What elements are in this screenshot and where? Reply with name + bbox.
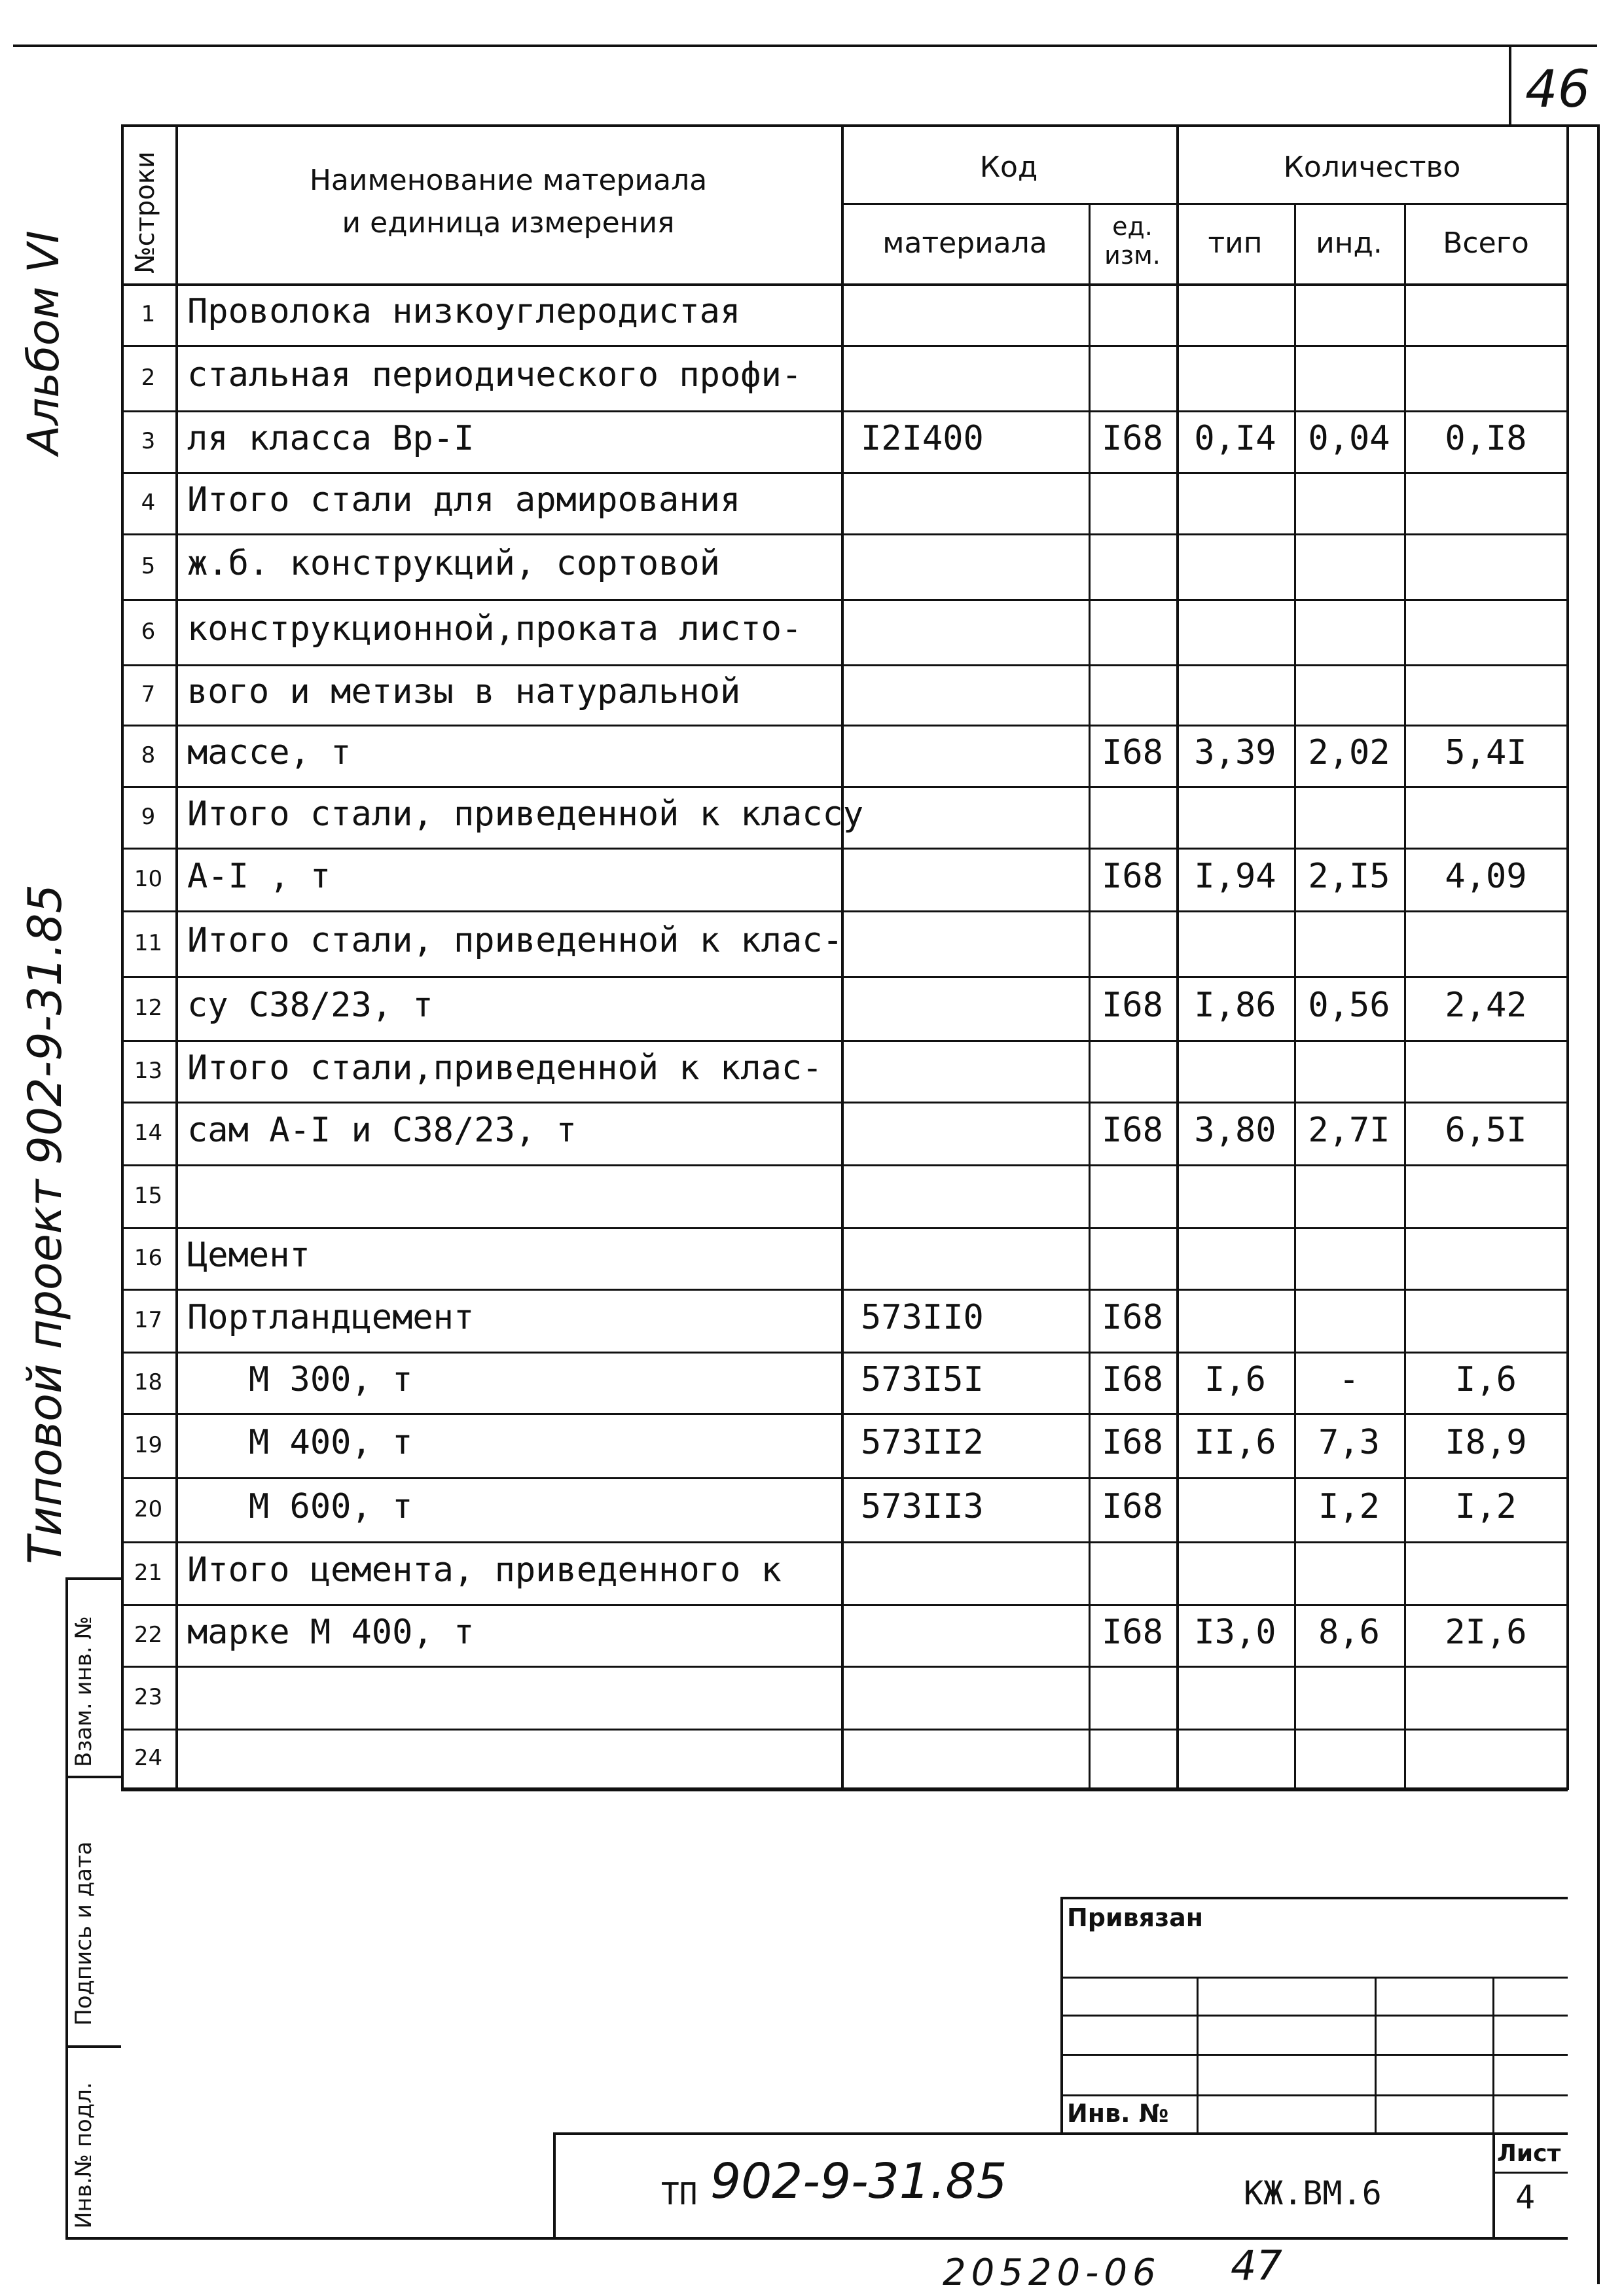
row-unit [1089,345,1176,405]
row-unit: I68 [1102,733,1163,772]
row-code [861,345,1089,405]
row-code [861,283,1089,340]
header-name-line2: и единица измерения [342,206,675,240]
row-unit: I68 [1102,857,1163,896]
row-name: Цемент [187,1236,310,1275]
row-ind [1294,1227,1404,1283]
row-total [1404,1227,1568,1283]
table-top-border [121,124,1568,127]
row-code [861,664,1089,719]
row-ind: 8,6 [1318,1613,1380,1652]
row-total [1404,1729,1568,1782]
row-number: 19 [134,1432,163,1458]
titleblock-top-line [553,2132,1568,2135]
doc-mark: КЖ.ВМ.6 [1244,2174,1382,2212]
strip-top-line [65,1577,121,1580]
row-total [1404,283,1568,340]
header-code-group: Код [979,150,1038,184]
row-number: 8 [141,742,156,768]
row-total [1404,664,1568,719]
row-total: I8,9 [1445,1423,1527,1462]
stamp-inv-label: Инв. № [1067,2099,1169,2128]
row-unit [1089,533,1176,594]
strip-divider-2 [65,2045,121,2048]
strip-left-line [65,1577,68,2238]
row-name: марке М 400, т [187,1613,475,1652]
row-type: I,86 [1194,986,1276,1025]
row-name: стальная периодического профи- [187,355,803,395]
strip-inv-podl-label: Инв.№ подл. [71,2082,97,2229]
row-number: 9 [141,804,156,830]
row-type [1176,1666,1294,1723]
row-code [861,1040,1089,1096]
row-ind [1294,599,1404,659]
row-name: Проволока низкоуглеродистая [187,292,741,331]
row-ind [1294,1164,1404,1222]
row-ind: 2,7I [1308,1111,1390,1150]
row-ind [1294,533,1404,594]
row-ind: 0,04 [1308,419,1390,458]
row-unit [1089,599,1176,659]
row-number: 23 [134,1684,163,1710]
col-line-1 [175,124,178,1787]
row-type [1176,533,1294,594]
row-total [1404,1541,1568,1599]
row-code: 573II0 [861,1298,984,1337]
row-type [1176,283,1294,340]
row-total [1404,786,1568,842]
row-code: I2I400 [861,419,984,458]
header-rownum: №строки [130,151,160,274]
table-bottom-border [121,1787,1568,1791]
row-unit [1089,472,1176,528]
row-unit [1089,1729,1176,1782]
row-total [1404,1289,1568,1346]
doc-code-prefix: ТП [661,2176,698,2212]
row-number: 3 [141,428,156,454]
row-type [1176,910,1294,971]
sheet-number: 4 [1515,2178,1536,2216]
row-type [1176,345,1294,405]
row-type [1176,1729,1294,1782]
row-total: 2,42 [1445,986,1527,1025]
row-name [187,1666,931,1723]
right-frame-line [1597,124,1600,2284]
row-unit: I68 [1102,1423,1163,1462]
sheet-label: Лист [1497,2140,1561,2167]
row-number: 16 [134,1245,163,1271]
row-ind [1294,1666,1404,1723]
row-number: 1 [141,301,156,327]
row-ind [1294,283,1404,340]
row-code: 573II3 [861,1487,984,1526]
doc-code-number: 902-9-31.85 [710,2153,1007,2210]
row-name: ля класса Вр-I [187,419,475,458]
row-unit: I68 [1102,1613,1163,1652]
row-total: 6,5I [1445,1111,1527,1150]
row-ind [1294,472,1404,528]
row-unit [1089,1666,1176,1723]
row-name: М 300, т [187,1360,413,1399]
row-ind [1294,1040,1404,1096]
row-ind: 0,56 [1308,986,1390,1025]
row-ind [1294,345,1404,405]
row-ind: 7,3 [1318,1423,1380,1462]
row-total: 5,4I [1445,733,1527,772]
row-name: Итого цемента, приведенного к [187,1551,782,1590]
row-code [861,472,1089,528]
page-number-box-left [1509,47,1511,126]
header-col-unit-2: изм. [1104,240,1161,270]
row-number: 5 [141,553,156,579]
top-border-line [13,45,1597,47]
row-code [861,725,1089,781]
row-unit [1089,1227,1176,1283]
header-col-material: материала [882,226,1047,260]
row-type [1176,1541,1294,1599]
row-unit: I68 [1102,1360,1163,1399]
strip-vzam-label: Взам. инв. № [71,1616,97,1767]
row-number: 22 [134,1622,163,1648]
stamp-line-4 [1060,2094,1568,2096]
row-ind [1294,1289,1404,1346]
bottom-frame-line [65,2237,1568,2240]
row-name: ж.б. конструкций, сортовой [187,544,720,583]
row-code [861,1102,1089,1159]
row-total [1404,1164,1568,1222]
row-type: 0,I4 [1194,419,1276,458]
row-code [861,1604,1089,1660]
titleblock-sheet-left [1492,2132,1495,2237]
row-number: 13 [134,1058,163,1084]
footer-number: 20520-06 [943,2251,1161,2294]
stamp-line-2 [1060,2015,1568,2017]
row-total [1404,472,1568,528]
row-type [1176,1477,1294,1536]
row-code [861,910,1089,971]
header-name-line1: Наименование материала [309,163,708,197]
row-number: 17 [134,1307,163,1333]
row-name: Итого стали для армирования [187,480,741,520]
row-ind [1294,786,1404,842]
row-name [187,1164,931,1222]
row-code [861,786,1089,842]
row-total: I,2 [1455,1487,1517,1526]
strip-divider-1 [65,1776,121,1778]
row-ind: 2,I5 [1308,857,1390,896]
page-number: 46 [1525,60,1591,119]
header-col-type: тип [1208,226,1263,260]
stamp-vline-1 [1197,1977,1199,2134]
row-ind [1294,1729,1404,1782]
row-type [1176,786,1294,842]
row-ind [1294,664,1404,719]
row-number: 21 [134,1560,163,1586]
footer-page: 47 [1231,2242,1282,2289]
strip-podpis-label: Подпись и дата [71,1841,97,2026]
row-code [861,599,1089,659]
row-total [1404,345,1568,405]
titleblock-sheet-divider [1492,2172,1568,2174]
row-total [1404,910,1568,971]
stamp-vline-3 [1492,1977,1494,2134]
header-qty-group: Количество [1283,150,1461,184]
row-ind [1294,1541,1404,1599]
row-name: Итого стали,приведенной к клас- [187,1049,823,1088]
header-col-unit-1: ед. [1112,211,1153,241]
row-type [1176,1164,1294,1222]
stamp-attached-label: Привязан [1067,1903,1204,1932]
row-code [861,976,1089,1035]
row-name: сам А-I и С38/23, т [187,1111,577,1150]
row-number: 7 [141,681,156,708]
row-number: 12 [134,995,163,1021]
row-type: I,94 [1194,857,1276,896]
row-type: I3,0 [1194,1613,1276,1652]
row-name: М 400, т [187,1423,413,1462]
row-unit [1089,786,1176,842]
row-total: I,6 [1455,1360,1517,1399]
row-code: 573I5I [861,1360,984,1399]
stamp-line-3 [1060,2054,1568,2056]
row-number: 2 [141,365,156,391]
row-name: Портландцемент [187,1298,475,1337]
row-unit: I68 [1102,1487,1163,1526]
row-code [861,1729,1089,1782]
side-project-label: Типовой проект 902-9-31.85 [18,884,72,1564]
row-total [1404,599,1568,659]
row-number: 20 [134,1496,163,1522]
row-name: су С38/23, т [187,986,433,1025]
row-ind [1294,910,1404,971]
row-type [1176,1289,1294,1346]
materials-table [121,124,1568,1774]
row-code [861,848,1089,905]
row-code [861,533,1089,594]
row-type [1176,664,1294,719]
row-type: 3,39 [1194,733,1276,772]
side-album-label: Альбом VI [18,230,69,455]
header-col-ind: инд. [1316,226,1382,260]
row-unit [1089,910,1176,971]
row-unit: I68 [1102,1111,1163,1150]
row-ind: I,2 [1318,1487,1380,1526]
row-total: 2I,6 [1445,1613,1527,1652]
row-type [1176,599,1294,659]
row-name: конструкционной,проката листо- [187,609,803,649]
row-name: М 600, т [187,1487,413,1526]
row-number: 14 [134,1120,163,1146]
row-type [1176,1040,1294,1096]
row-name: вого и метизы в натуральной [187,672,741,711]
row-total: 4,09 [1445,857,1527,896]
row-number: 10 [134,866,163,892]
row-unit [1089,1164,1176,1222]
row-name: Итого стали, приведенной к клас- [187,921,843,960]
row-code [861,1227,1089,1283]
header-col-total: Всего [1443,226,1529,260]
row-type [1176,1227,1294,1283]
row-number: 4 [141,490,156,516]
stamp-top-line [1060,1897,1568,1899]
row-total [1404,1666,1568,1723]
row-number: 6 [141,619,156,645]
row-code: 573II2 [861,1423,984,1462]
row-number: 24 [134,1745,163,1771]
row-unit: I68 [1102,986,1163,1025]
row-name: Итого стали, приведенной к классу [187,795,864,834]
row-type: 3,80 [1194,1111,1276,1150]
row-type [1176,472,1294,528]
stamp-vline-2 [1375,1977,1377,2134]
titleblock-left-line [553,2132,556,2237]
row-number: 11 [134,930,163,956]
row-total [1404,533,1568,594]
row-total [1404,1040,1568,1096]
row-unit: I68 [1102,419,1163,458]
stamp-line-1 [1060,1977,1568,1979]
row-name: А-I , т [187,857,331,896]
row-unit [1089,283,1176,340]
row-ind: 2,02 [1308,733,1390,772]
row-number: 18 [134,1369,163,1395]
row-unit [1089,1040,1176,1096]
row-number: 15 [134,1183,163,1209]
row-unit [1089,664,1176,719]
row-name [187,1729,931,1782]
row-unit: I68 [1102,1298,1163,1337]
row-code [861,1541,1089,1599]
row-unit [1089,1541,1176,1599]
row-name: массе, т [187,733,352,772]
row-ind: - [1339,1360,1360,1399]
row-type: II,6 [1194,1423,1276,1462]
row-code [861,1666,1089,1723]
row-code [861,1164,1089,1222]
row-total: 0,I8 [1445,419,1527,458]
row-type: I,6 [1204,1360,1266,1399]
